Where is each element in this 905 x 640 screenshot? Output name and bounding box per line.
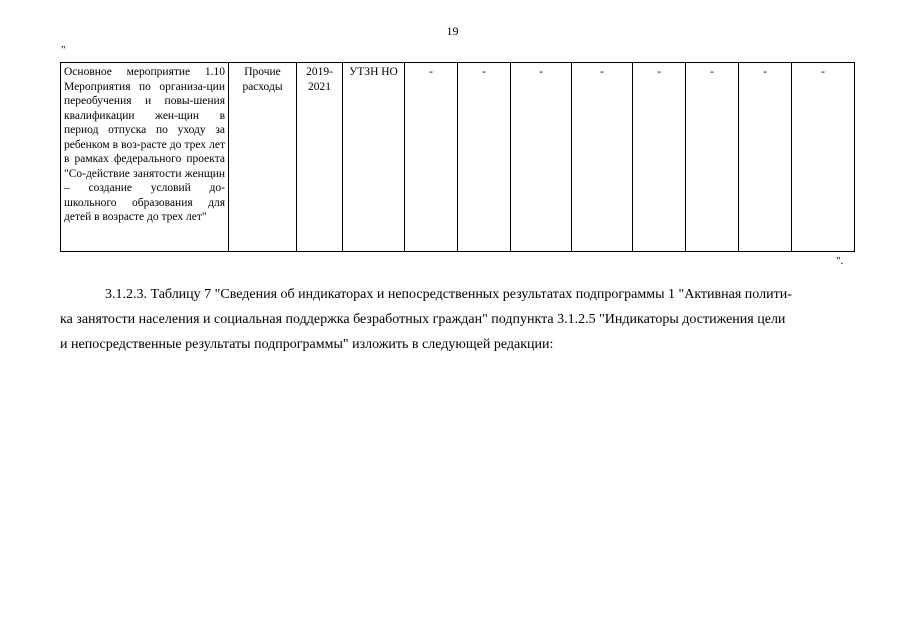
value-cell: - <box>405 63 458 252</box>
opening-quote: " <box>61 44 66 56</box>
table-row <box>61 63 855 252</box>
value-cell: - <box>511 63 572 252</box>
measure-description-cell: Основное мероприятие 1.10 Мероприятия по организа-ции переобучения и повы-шения квалификации жен-щин в период отпуска по уходу за ребенком в воз-расте до трех лет в рамках федерального проекта "Со-действие занятости женщин – создание условий до-школьного образования для детей в возрасте до трех лет" <box>61 63 229 252</box>
value-cell: - <box>633 63 686 252</box>
value-cell: - <box>458 63 511 252</box>
page-number: 19 <box>446 24 459 38</box>
value-cell: - <box>572 63 633 252</box>
measures-table <box>60 62 855 252</box>
expense-type-cell: Прочие расходы <box>229 63 297 252</box>
paragraph-line: ка занятости населения и социальная поддержка безработных граждан" подпункта 3.1.2.5 "Индикаторы достижения цели <box>60 312 786 327</box>
value-cell: - <box>686 63 739 252</box>
paragraph-line: 3.1.2.3. Таблицу 7 "Сведения об индикаторах и непосредственных результатах подпрограммы 1 "Активная полити- <box>105 287 792 302</box>
value-cell: - <box>739 63 792 252</box>
value-cell: - <box>792 63 855 252</box>
paragraph-line: и непосредственные результаты подпрограммы" изложить в следующей редакции: <box>60 337 554 352</box>
body-paragraph <box>60 282 850 357</box>
years-cell: 2019-2021 <box>297 63 343 252</box>
closing-quote: ". <box>836 255 844 267</box>
executor-cell: УТЗН НО <box>343 63 405 252</box>
